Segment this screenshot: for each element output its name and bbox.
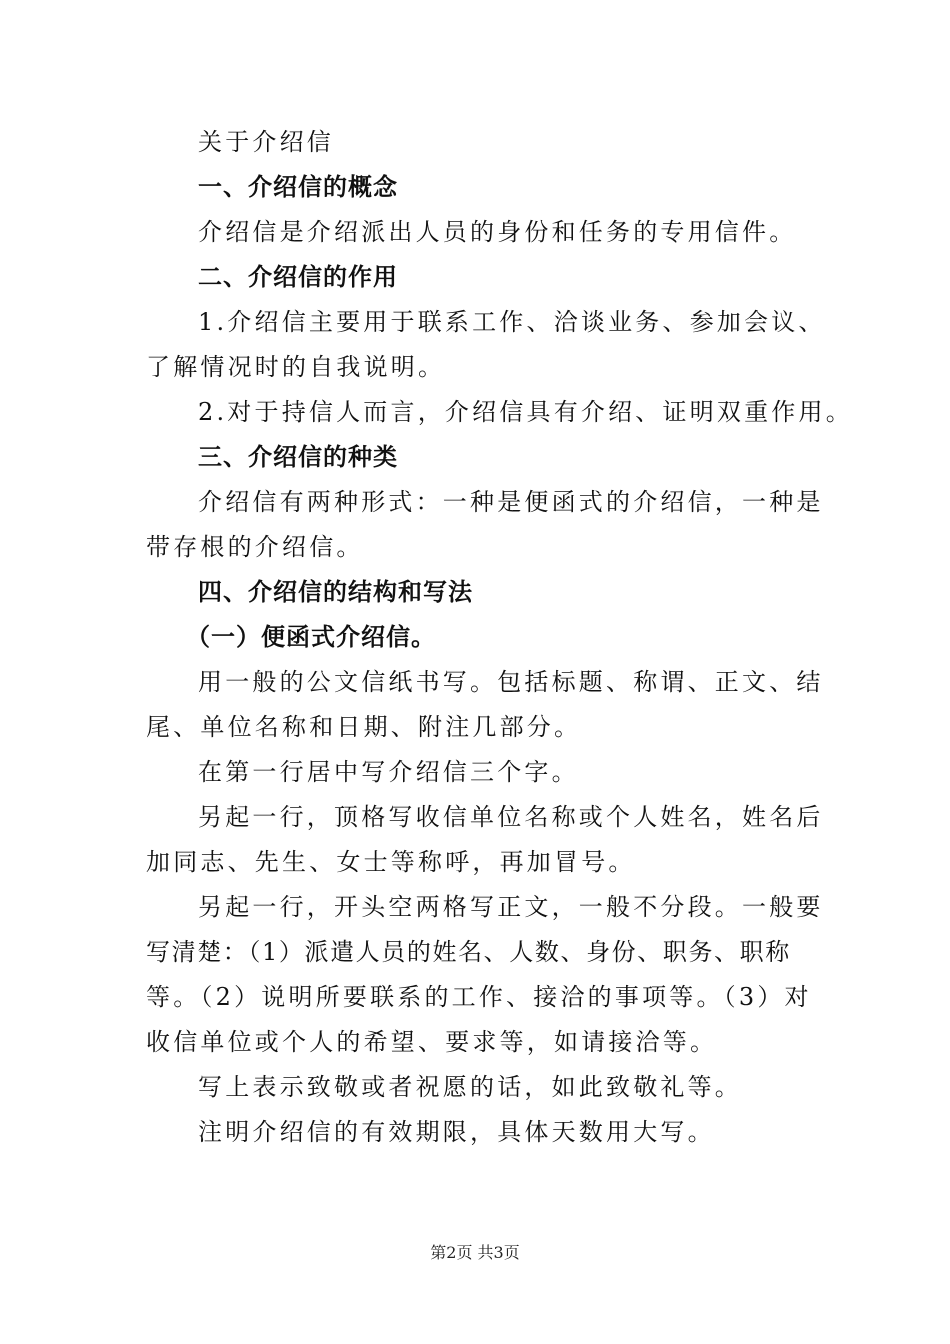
page-number-footer: 第2页 共3页	[430, 1243, 520, 1262]
paragraph-salutation: 另起一行，顶格写收信单位名称或个人姓名，姓名后 加同志、先生、女士等称呼，再加冒号。	[146, 803, 824, 876]
paragraph-types: 介绍信有两种形式：一种是便函式的介绍信，一种是 带存根的介绍信。	[146, 488, 824, 561]
paragraph-validity: 注明介绍信的有效期限，具体天数用大写。	[198, 1118, 715, 1146]
section-heading-3: 三、介绍信的种类	[198, 443, 398, 471]
section-heading-2: 二、介绍信的作用	[198, 263, 398, 291]
paragraph-concept: 介绍信是介绍派出人员的身份和任务的专用信件。	[198, 218, 797, 246]
title-text: 关于介绍信	[198, 128, 334, 156]
paragraph-format: 用一般的公文信纸书写。包括标题、称谓、正文、结 尾、单位名称和日期、附注几部分。	[146, 668, 824, 741]
section-heading-4: 四、介绍信的结构和写法	[198, 578, 473, 606]
document-title	[146, 120, 806, 165]
paragraph-body: 另起一行，开头空两格写正文，一般不分段。一般要 写清楚：（1）派遣人员的姓名、人数、身份、职务、职称 等。（2）说明所要联系的工作、接洽的事项等。（3）对 收信单位或个人的希望、要求等，如请接洽等。	[146, 893, 824, 1056]
section-heading-1: 一、介绍信的概念	[198, 173, 398, 201]
paragraph-closing: 写上表示致敬或者祝愿的话，如此致敬礼等。	[198, 1073, 742, 1101]
paragraph-usage-2: 2.对于持信人而言，介绍信具有介绍、证明双重作用。	[198, 398, 853, 426]
subheading-letter-format: （一）便函式介绍信。	[186, 623, 436, 651]
paragraph-title-rule: 在第一行居中写介绍信三个字。	[198, 758, 579, 786]
paragraph-usage-1: 1.介绍信主要用于联系工作、洽谈业务、参加会议、 了解情况时的自我说明。	[146, 308, 826, 381]
